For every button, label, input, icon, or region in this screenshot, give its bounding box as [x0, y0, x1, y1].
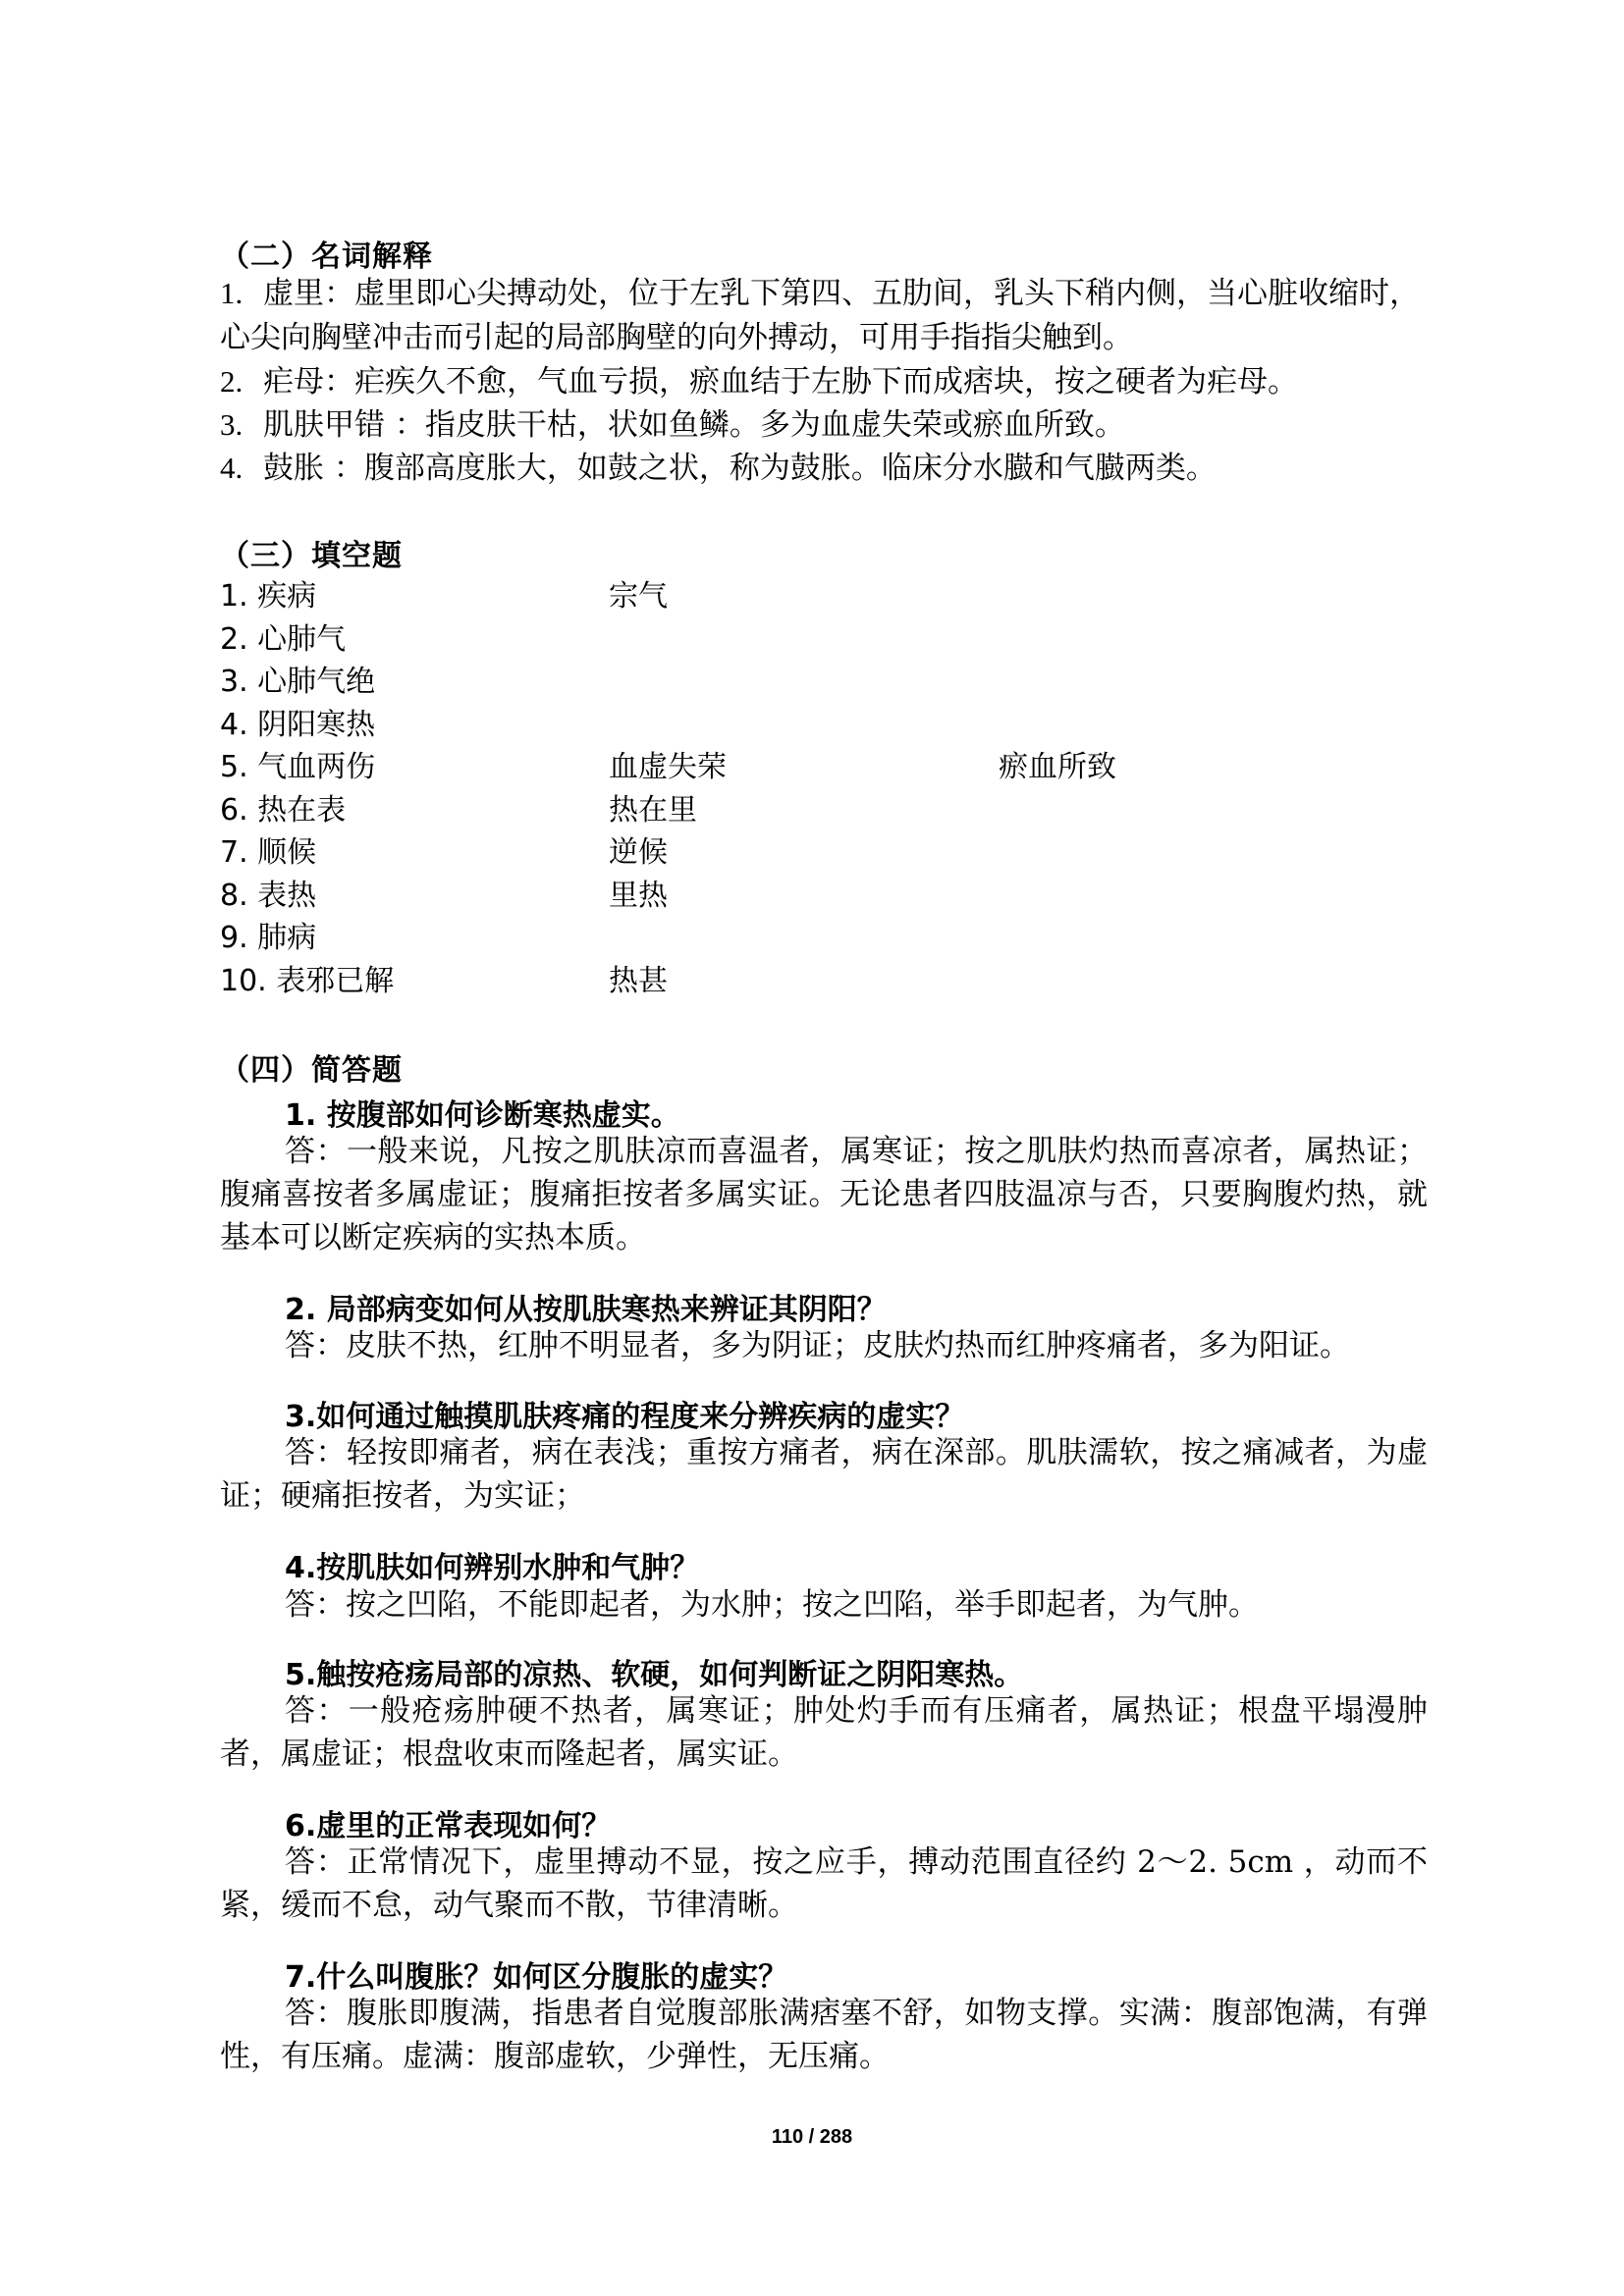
fill-answer: 血虚失荣 [609, 750, 727, 784]
term-item [220, 271, 1428, 360]
term-item [220, 446, 1428, 491]
fill-answer: 2. 心肺气 [220, 622, 347, 657]
question-answer: 答：腹胀即腹满，指患者自觉腹部胀满痞塞不舒，如物支撑。实满：腹部饱满，有弹性，有压痛。虚满：腹部虚软，少弹性，无压痛。 [220, 1996, 1428, 2074]
section-title-terms: （二）名词解释 [220, 240, 433, 274]
fill-answer: 里热 [609, 879, 668, 913]
fill-answer: 7. 顺候 [220, 835, 317, 870]
question-title: 4.按肌肤如何辨别水肿和气肿？ [285, 1551, 700, 1585]
term-number: 1. [220, 276, 244, 310]
question-title: 6.虚里的正常表现如何？ [285, 1809, 612, 1843]
fill-answer: 6. 热在表 [220, 793, 347, 828]
fill-answer: 8. 表热 [220, 879, 317, 913]
question-title: 3.如何通过触摸肌肤疼痛的程度来分辨疾病的虚实？ [285, 1400, 965, 1434]
fill-answer: 10. 表邪已解 [220, 964, 395, 998]
question-answer: 答：按之凹陷，不能即起者，为水肿；按之凹陷，举手即起者，为气肿。 [285, 1587, 1259, 1623]
fill-answer: 1. 疾病 [220, 579, 317, 614]
term-text: 虚里：虚里即心尖搏动处，位于左乳下第四、五肋间，乳头下稍内侧，当心脏收缩时，心尖向胸壁冲击而引起的局部胸壁的向外搏动，可用手指指尖触到。 [220, 276, 1420, 355]
question-title: 1. 按腹部如何诊断寒热虚实。 [285, 1098, 680, 1133]
fill-answer: 3. 心肺气绝 [220, 665, 376, 699]
question-title: 2. 局部病变如何从按肌肤寒热来辨证其阴阳？ [285, 1293, 887, 1327]
fill-answer: 逆候 [609, 835, 668, 870]
page-number: 110 / 288 [771, 2126, 853, 2148]
question-answer: 答：一般疮疡肿硬不热者，属寒证；肿处灼手而有压痛者，属热证；根盘平塌漫肿者，属虚证；根盘收束而隆起者，属实证。 [220, 1693, 1428, 1772]
section-title-fill-blank: （三）填空题 [220, 539, 403, 573]
question-answer: 答：正常情况下，虚里搏动不显，按之应手，搏动范围直径约 2～2. 5cm ，动而不紧，缓而不怠，动气聚而不散，节律清晰。 [220, 1844, 1428, 1923]
fill-answer: 5. 气血两伤 [220, 750, 376, 784]
term-text: 鼓胀 ：腹部高度胀大，如鼓之状，称为鼓胀。临床分水臌和气臌两类。 [263, 451, 1217, 486]
question-answer: 答：轻按即痛者，病在表浅；重按方痛者，病在深部。肌肤濡软，按之痛减者，为虚证；硬痛拒按者，为实证； [220, 1435, 1428, 1514]
term-item [220, 402, 1428, 448]
fill-answer: 9. 肺病 [220, 921, 317, 955]
fill-answer: 瘀血所致 [999, 750, 1116, 784]
term-number: 4. [220, 451, 244, 485]
fill-answer: 宗气 [609, 579, 668, 614]
question-title: 5.触按疮疡局部的凉热、软硬，如何判断证之阴阳寒热。 [285, 1658, 1024, 1692]
fill-answer: 4. 阴阳寒热 [220, 708, 376, 742]
term-item [220, 359, 1428, 404]
section-title-short-answer: （四）简答题 [220, 1053, 403, 1088]
fill-answer: 热甚 [609, 964, 668, 998]
term-text: 疟母：疟疾久不愈，气血亏损，瘀血结于左胁下而成痞块，按之硬者为疟母。 [263, 364, 1298, 400]
question-answer: 答：皮肤不热，红肿不明显者，多为阴证；皮肤灼热而红肿疼痛者，多为阳证。 [285, 1328, 1350, 1363]
question-answer: 答：一般来说，凡按之肌肤凉而喜温者，属寒证；按之肌肤灼热而喜凉者，属热证；腹痛喜按者多属虚证；腹痛拒按者多属实证。无论患者四肢温凉与否，只要胸腹灼热，就基本可以断定疾病的实热本质。 [220, 1134, 1428, 1255]
fill-answer: 热在里 [609, 793, 697, 828]
term-text: 肌肤甲错 ：指皮肤干枯，状如鱼鳞。多为血虚失荣或瘀血所致。 [263, 407, 1125, 443]
question-title: 7.什么叫腹胀？如何区分腹胀的虚实？ [285, 1960, 788, 1995]
term-number: 2. [220, 364, 244, 399]
term-number: 3. [220, 407, 244, 442]
